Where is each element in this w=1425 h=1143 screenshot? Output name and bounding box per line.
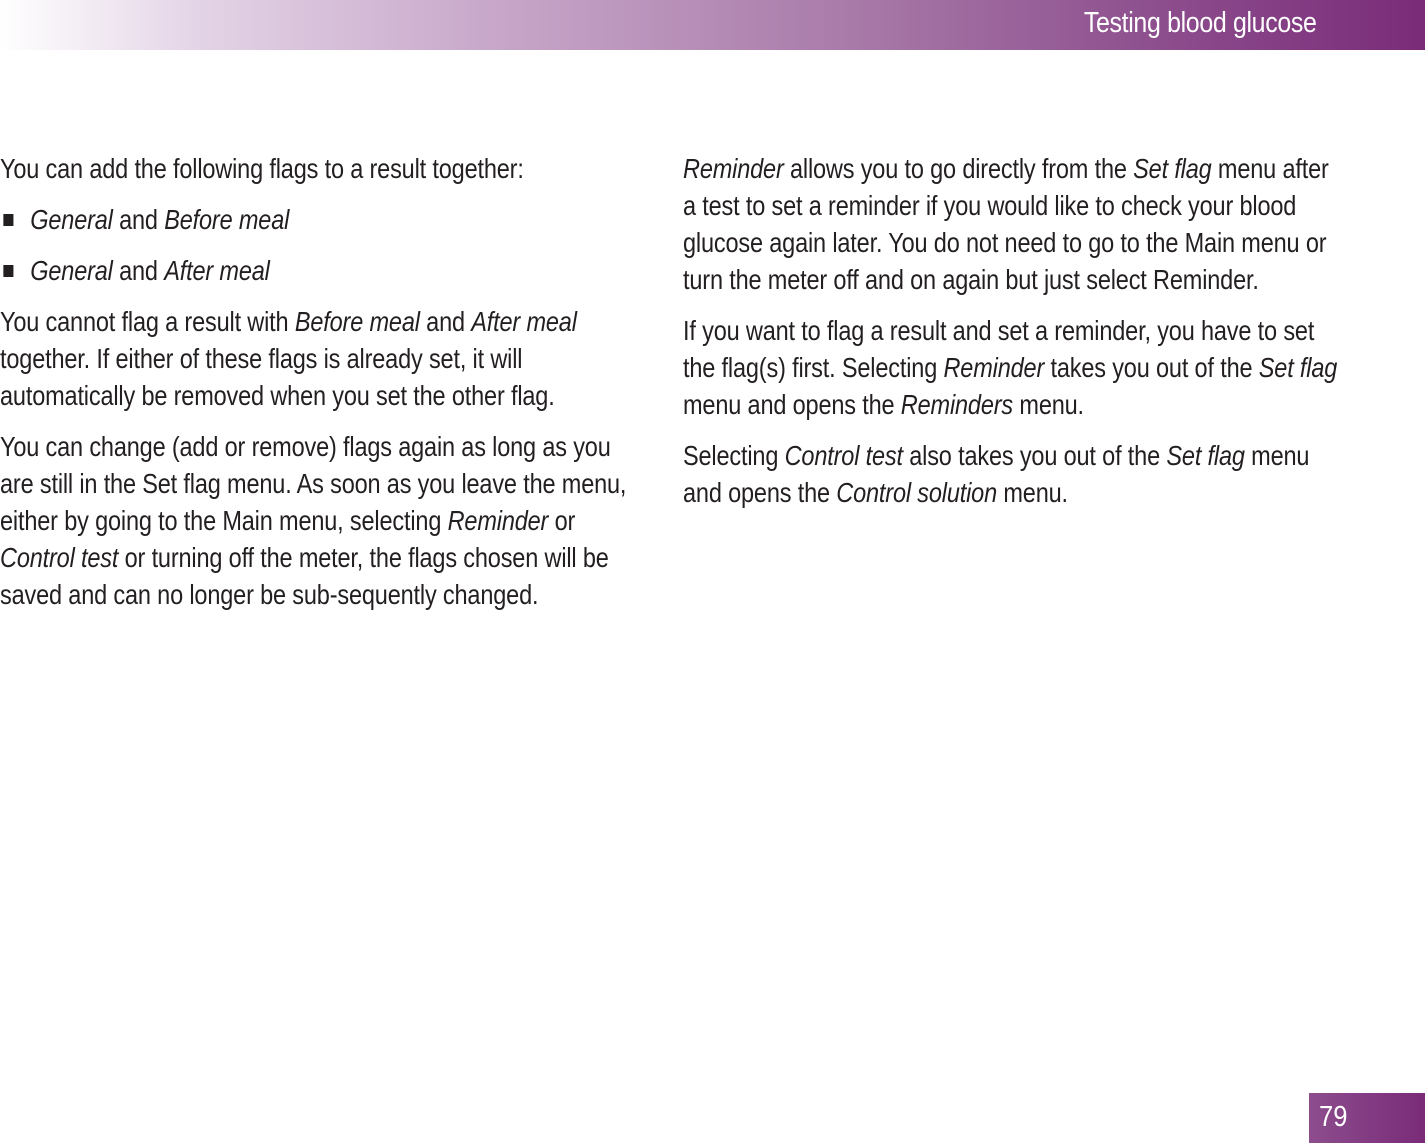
- joiner-text: and: [112, 255, 165, 286]
- menu-name: Set flag: [1166, 440, 1245, 471]
- left-column: [0, 150, 640, 627]
- running-header-title: Testing blood glucose: [1084, 7, 1317, 39]
- paragraph-text: menu.: [997, 477, 1068, 508]
- square-bullet-icon: [3, 265, 13, 277]
- flag-name: Before meal: [164, 204, 290, 235]
- reminder-paragraph: [683, 150, 1347, 298]
- page-number-tab: [1309, 1093, 1425, 1143]
- menu-name: Reminder: [683, 153, 784, 184]
- paragraph-text: together. If either of these flags is already set, it will automatically be removed when you set the other flag.: [0, 343, 555, 411]
- flag-name: Before meal: [294, 306, 420, 337]
- paragraph-text: You can change (add or remove) flags again as long as you are still in the Set flag menu. As soon as you leave the menu, either by going to the Main menu, selecting: [0, 431, 627, 536]
- paragraph-text: also takes you out of the: [902, 440, 1167, 471]
- list-item: [0, 252, 638, 289]
- flag-name: General: [30, 204, 113, 235]
- menu-name: Set flag: [1258, 352, 1338, 383]
- menu-name: Reminder: [447, 505, 549, 536]
- list-item: [0, 201, 638, 238]
- paragraph-text: If you want to flag a result and set a reminder, you have to set the flag(s) first. Selecting: [683, 315, 1315, 383]
- paragraph-text: menu and opens the: [683, 389, 901, 420]
- paragraph-text: or turning off the meter, the flags chosen will be saved and can no longer be sub-sequently changed.: [0, 542, 609, 610]
- paragraph-text: allows you to go directly from the: [783, 153, 1134, 184]
- flag-name: General: [30, 255, 113, 286]
- right-column: [683, 150, 1383, 525]
- square-bullet-icon: [3, 214, 13, 226]
- menu-name: Reminders: [900, 389, 1014, 420]
- paragraph-text: Selecting: [683, 440, 785, 471]
- change-flags-paragraph: [0, 428, 638, 613]
- paragraph-text: menu and opens the: [683, 440, 1310, 508]
- flag-name: After meal: [164, 255, 270, 286]
- paragraph-text: takes you out of the: [1044, 352, 1259, 383]
- paragraph-text: menu after a test to set a reminder if you would like to check your blood glucose again later. You do not need to go to the Main menu or turn the meter off and on again but just select Reminder.: [683, 153, 1329, 295]
- intro-paragraph: You can add the following flags to a result together:: [0, 153, 524, 184]
- flag-combination-list: [0, 201, 638, 289]
- paragraph-text: or: [548, 505, 576, 536]
- paragraph-text: You cannot flag a result with: [0, 306, 295, 337]
- menu-name: Set flag: [1133, 153, 1212, 184]
- paragraph-text: menu.: [1013, 389, 1084, 420]
- paragraph-text: and: [419, 306, 472, 337]
- exclusive-flags-paragraph: [0, 303, 638, 414]
- page-number: 79: [1319, 1101, 1348, 1133]
- control-test-paragraph: [683, 437, 1347, 511]
- flag-name: After meal: [471, 306, 577, 337]
- flag-and-reminder-paragraph: [683, 312, 1347, 423]
- menu-name: Control test: [0, 542, 119, 573]
- menu-name: Reminder: [943, 352, 1045, 383]
- joiner-text: and: [112, 204, 165, 235]
- menu-name: Control test: [784, 440, 903, 471]
- menu-name: Control solution: [836, 477, 998, 508]
- header-band: [0, 0, 1425, 50]
